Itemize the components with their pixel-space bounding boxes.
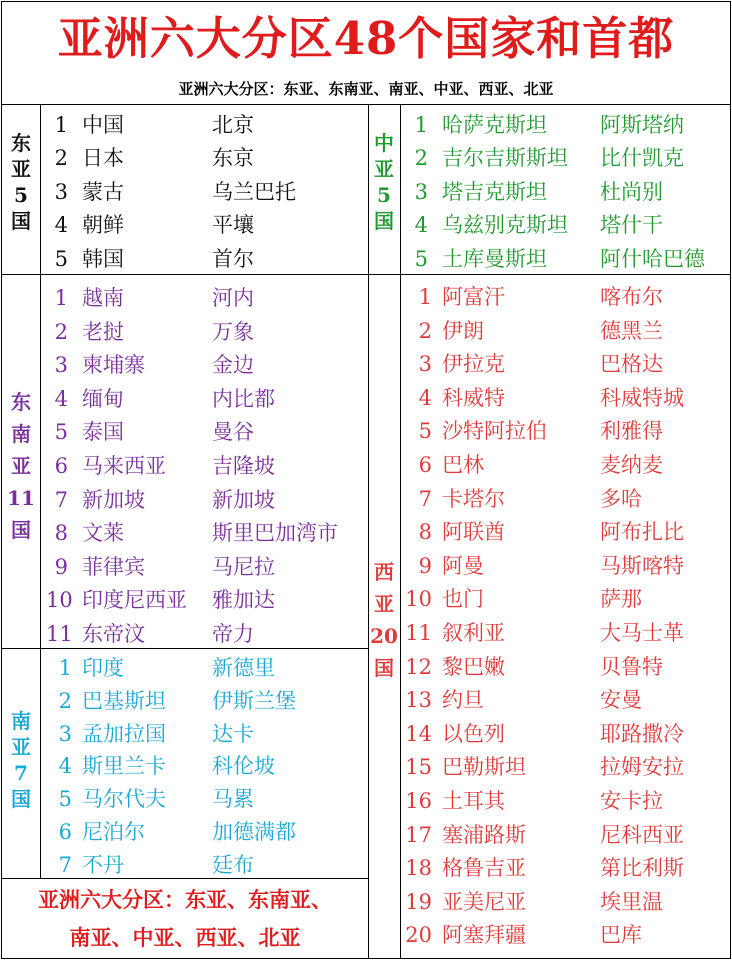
region-label-char: 国 xyxy=(374,656,394,680)
region-label-char: 南 xyxy=(11,709,31,733)
row-number: 3 xyxy=(54,353,68,378)
row-number: 2 xyxy=(54,319,68,344)
footer-line-2: 南亚、中亚、西亚、北亚 xyxy=(69,925,301,950)
footer-line-1: 亚洲六大分区：东亚、东南亚、 xyxy=(38,887,332,912)
country-name: 斯里兰卡 xyxy=(82,754,166,779)
country-name: 塔吉克斯坦 xyxy=(442,179,547,204)
row-number: 11 xyxy=(46,622,73,646)
divider xyxy=(2,878,368,879)
capital-name: 贝鲁特 xyxy=(600,654,663,679)
country-name: 黎巴嫩 xyxy=(442,654,505,679)
capital-name: 帝力 xyxy=(212,622,254,646)
row-number: 4 xyxy=(54,386,68,411)
row-number: 7 xyxy=(54,487,68,512)
row-number: 5 xyxy=(58,787,72,812)
region-label-char: 国 xyxy=(11,209,31,233)
country-name: 老挝 xyxy=(82,319,124,344)
capital-name: 雅加达 xyxy=(212,588,275,613)
row-number: 11 xyxy=(405,621,432,645)
region-label-char: 东 xyxy=(11,131,31,155)
country-name: 朝鲜 xyxy=(82,213,124,238)
row-number: 2 xyxy=(58,688,72,713)
row-number: 8 xyxy=(54,521,68,546)
country-name: 蒙古 xyxy=(82,179,124,204)
capital-name: 曼谷 xyxy=(212,420,254,445)
row-number: 3 xyxy=(418,352,432,377)
country-name: 土库曼斯坦 xyxy=(442,246,547,271)
capital-name: 金边 xyxy=(212,353,254,378)
country-name: 阿富汗 xyxy=(442,285,505,309)
row-number: 1 xyxy=(58,656,72,680)
row-number: 2 xyxy=(418,318,432,343)
capital-name: 第比利斯 xyxy=(600,856,684,881)
country-name: 巴林 xyxy=(442,453,484,477)
capital-name: 斯里巴加湾市 xyxy=(212,521,338,546)
row-number: 5 xyxy=(54,420,68,445)
capital-name: 大马士革 xyxy=(600,621,684,645)
row-number: 9 xyxy=(418,553,432,578)
row-number: 6 xyxy=(54,454,68,478)
capital-name: 平壤 xyxy=(212,213,254,238)
region-label-char: 11 xyxy=(7,486,35,510)
country-name: 沙特阿拉伯 xyxy=(442,419,547,444)
country-name: 约旦 xyxy=(442,688,484,713)
divider xyxy=(2,104,730,105)
capital-name: 东京 xyxy=(212,146,254,171)
capital-name: 万象 xyxy=(212,319,254,344)
region-label-char: 亚 xyxy=(11,454,31,478)
country-name: 印度尼西亚 xyxy=(82,588,187,613)
country-name: 韩国 xyxy=(82,246,124,271)
capital-name: 吉隆坡 xyxy=(212,454,275,478)
country-name: 东帝汶 xyxy=(82,622,145,646)
country-name: 也门 xyxy=(442,587,484,612)
row-number: 1 xyxy=(54,113,68,137)
capital-name: 耶路撒冷 xyxy=(600,721,684,746)
region-label-char: 西 xyxy=(374,560,394,584)
row-number: 18 xyxy=(405,856,432,881)
poster xyxy=(1,1,731,959)
row-number: 5 xyxy=(414,246,428,271)
row-number: 4 xyxy=(54,213,68,238)
region-label-char: 亚 xyxy=(374,592,394,616)
capital-name: 伊斯兰堡 xyxy=(212,688,296,713)
capital-name: 乌兰巴托 xyxy=(212,179,296,204)
row-number: 1 xyxy=(414,113,428,137)
region-label-west-asia xyxy=(368,556,400,684)
page-title: 亚洲六大分区48个国家和首都 xyxy=(57,12,675,65)
subtitle: 亚洲六大分区：东亚、东南亚、南亚、中亚、西亚、北亚 xyxy=(178,80,554,98)
capital-name: 麦纳麦 xyxy=(600,453,663,477)
divider xyxy=(2,274,730,275)
region-label-char: 5 xyxy=(377,183,391,207)
country-name: 马尔代夫 xyxy=(82,787,166,812)
row-number: 2 xyxy=(54,146,68,171)
capital-name: 阿布扎比 xyxy=(600,520,684,545)
row-number: 6 xyxy=(58,820,72,844)
country-name: 不丹 xyxy=(82,852,124,877)
country-name: 伊朗 xyxy=(442,318,484,343)
country-name: 乌兹别克斯坦 xyxy=(442,213,568,238)
row-number: 3 xyxy=(54,179,68,204)
capital-name: 内比都 xyxy=(212,386,275,411)
row-number: 19 xyxy=(405,889,432,914)
capital-name: 巴格达 xyxy=(600,352,663,377)
row-number: 13 xyxy=(405,688,432,713)
country-name: 叙利亚 xyxy=(442,621,505,645)
country-name: 阿联酋 xyxy=(442,520,505,545)
country-name: 泰国 xyxy=(82,420,124,445)
region-label-char: 国 xyxy=(11,787,31,811)
capital-name: 安曼 xyxy=(600,688,642,713)
region-label-char: 20 xyxy=(370,624,398,648)
country-name: 印度 xyxy=(82,656,124,680)
capital-name: 马尼拉 xyxy=(212,554,275,579)
divider xyxy=(40,104,41,878)
row-number: 2 xyxy=(414,146,428,171)
country-name: 阿曼 xyxy=(442,553,484,578)
region-label-char: 国 xyxy=(11,518,31,542)
region-label-char: 亚 xyxy=(374,157,394,181)
row-number: 6 xyxy=(418,453,432,477)
capital-name: 比什凯克 xyxy=(600,146,684,171)
row-number: 12 xyxy=(405,654,432,679)
country-name: 柬埔寨 xyxy=(82,353,145,378)
divider xyxy=(2,648,368,649)
row-number: 5 xyxy=(54,246,68,271)
region-label-char: 南 xyxy=(11,422,31,446)
country-name: 伊拉克 xyxy=(442,352,505,377)
row-number: 3 xyxy=(58,721,72,746)
capital-name: 新加坡 xyxy=(212,487,275,512)
country-name: 亚美尼亚 xyxy=(442,889,526,914)
country-name: 塞浦路斯 xyxy=(442,822,526,847)
region-label-char: 国 xyxy=(374,209,394,233)
region-label-char: 亚 xyxy=(11,157,31,181)
country-name: 文莱 xyxy=(82,521,124,546)
region-label-south-asia xyxy=(2,708,40,812)
capital-name: 拉姆安拉 xyxy=(600,755,684,780)
capital-name: 埃里温 xyxy=(600,889,663,914)
capital-name: 德黑兰 xyxy=(600,318,663,343)
capital-name: 北京 xyxy=(212,113,254,137)
capital-name: 利雅得 xyxy=(600,419,663,444)
capital-name: 塔什干 xyxy=(600,213,663,238)
capital-name: 尼科西亚 xyxy=(600,822,684,847)
row-number: 3 xyxy=(414,179,428,204)
country-name: 吉尔吉斯斯坦 xyxy=(442,146,568,171)
capital-name: 多哈 xyxy=(600,486,642,511)
country-name: 格鲁吉亚 xyxy=(442,856,526,881)
row-number: 4 xyxy=(414,213,428,238)
country-name: 缅甸 xyxy=(82,386,124,411)
country-name: 科威特 xyxy=(442,385,505,410)
capital-name: 阿斯塔纳 xyxy=(600,113,684,137)
country-name: 卡塔尔 xyxy=(442,486,505,511)
row-number: 20 xyxy=(405,923,432,948)
country-name: 哈萨克斯坦 xyxy=(442,113,547,137)
region-label-east-asia xyxy=(2,130,40,234)
capital-name: 首尔 xyxy=(212,246,254,271)
row-number: 5 xyxy=(418,419,432,444)
row-number: 7 xyxy=(58,852,72,877)
capital-name: 新德里 xyxy=(212,656,275,680)
row-number: 4 xyxy=(58,754,72,779)
country-name: 土耳其 xyxy=(442,789,505,813)
row-number: 15 xyxy=(405,755,432,780)
country-name: 孟加拉国 xyxy=(82,721,166,746)
row-number: 8 xyxy=(418,520,432,545)
country-name: 马来西亚 xyxy=(82,454,166,478)
row-number: 9 xyxy=(54,554,68,579)
region-label-central-asia xyxy=(368,130,400,234)
capital-name: 达卡 xyxy=(212,721,254,746)
country-name: 阿塞拜疆 xyxy=(442,923,526,948)
country-name: 菲律宾 xyxy=(82,554,145,579)
region-label-char: 亚 xyxy=(11,735,31,759)
row-number: 1 xyxy=(54,286,68,310)
capital-name: 科威特城 xyxy=(600,385,684,410)
country-name: 新加坡 xyxy=(82,487,145,512)
region-label-char: 中 xyxy=(374,131,394,155)
country-name: 以色列 xyxy=(442,721,505,746)
row-number: 4 xyxy=(418,385,432,410)
row-number: 7 xyxy=(418,486,432,511)
region-label-char: 东 xyxy=(11,390,31,414)
row-number: 16 xyxy=(405,789,432,813)
capital-name: 科伦坡 xyxy=(212,754,275,779)
country-name: 尼泊尔 xyxy=(82,820,145,844)
divider xyxy=(400,104,401,958)
country-name: 巴勒斯坦 xyxy=(442,755,526,780)
country-name: 中国 xyxy=(82,113,124,137)
row-number: 10 xyxy=(405,587,432,612)
capital-name: 萨那 xyxy=(600,587,642,612)
row-number: 17 xyxy=(405,822,432,847)
capital-name: 巴库 xyxy=(600,923,642,948)
capital-name: 安卡拉 xyxy=(600,789,663,813)
capital-name: 马斯喀特 xyxy=(600,553,684,578)
region-label-char: 7 xyxy=(14,761,28,785)
country-name: 巴基斯坦 xyxy=(82,688,166,713)
capital-name: 加德满都 xyxy=(212,820,296,844)
capital-name: 杜尚别 xyxy=(600,179,663,204)
capital-name: 河内 xyxy=(212,286,254,310)
row-number: 10 xyxy=(46,588,73,613)
country-name: 越南 xyxy=(82,286,124,310)
capital-name: 廷布 xyxy=(212,852,254,877)
capital-name: 阿什哈巴德 xyxy=(600,246,705,271)
country-name: 日本 xyxy=(82,146,124,171)
capital-name: 喀布尔 xyxy=(600,285,663,309)
capital-name: 马累 xyxy=(212,787,254,812)
region-label-southeast-asia xyxy=(2,386,40,546)
row-number: 14 xyxy=(405,721,432,746)
row-number: 1 xyxy=(418,285,432,309)
region-label-char: 5 xyxy=(14,183,28,207)
